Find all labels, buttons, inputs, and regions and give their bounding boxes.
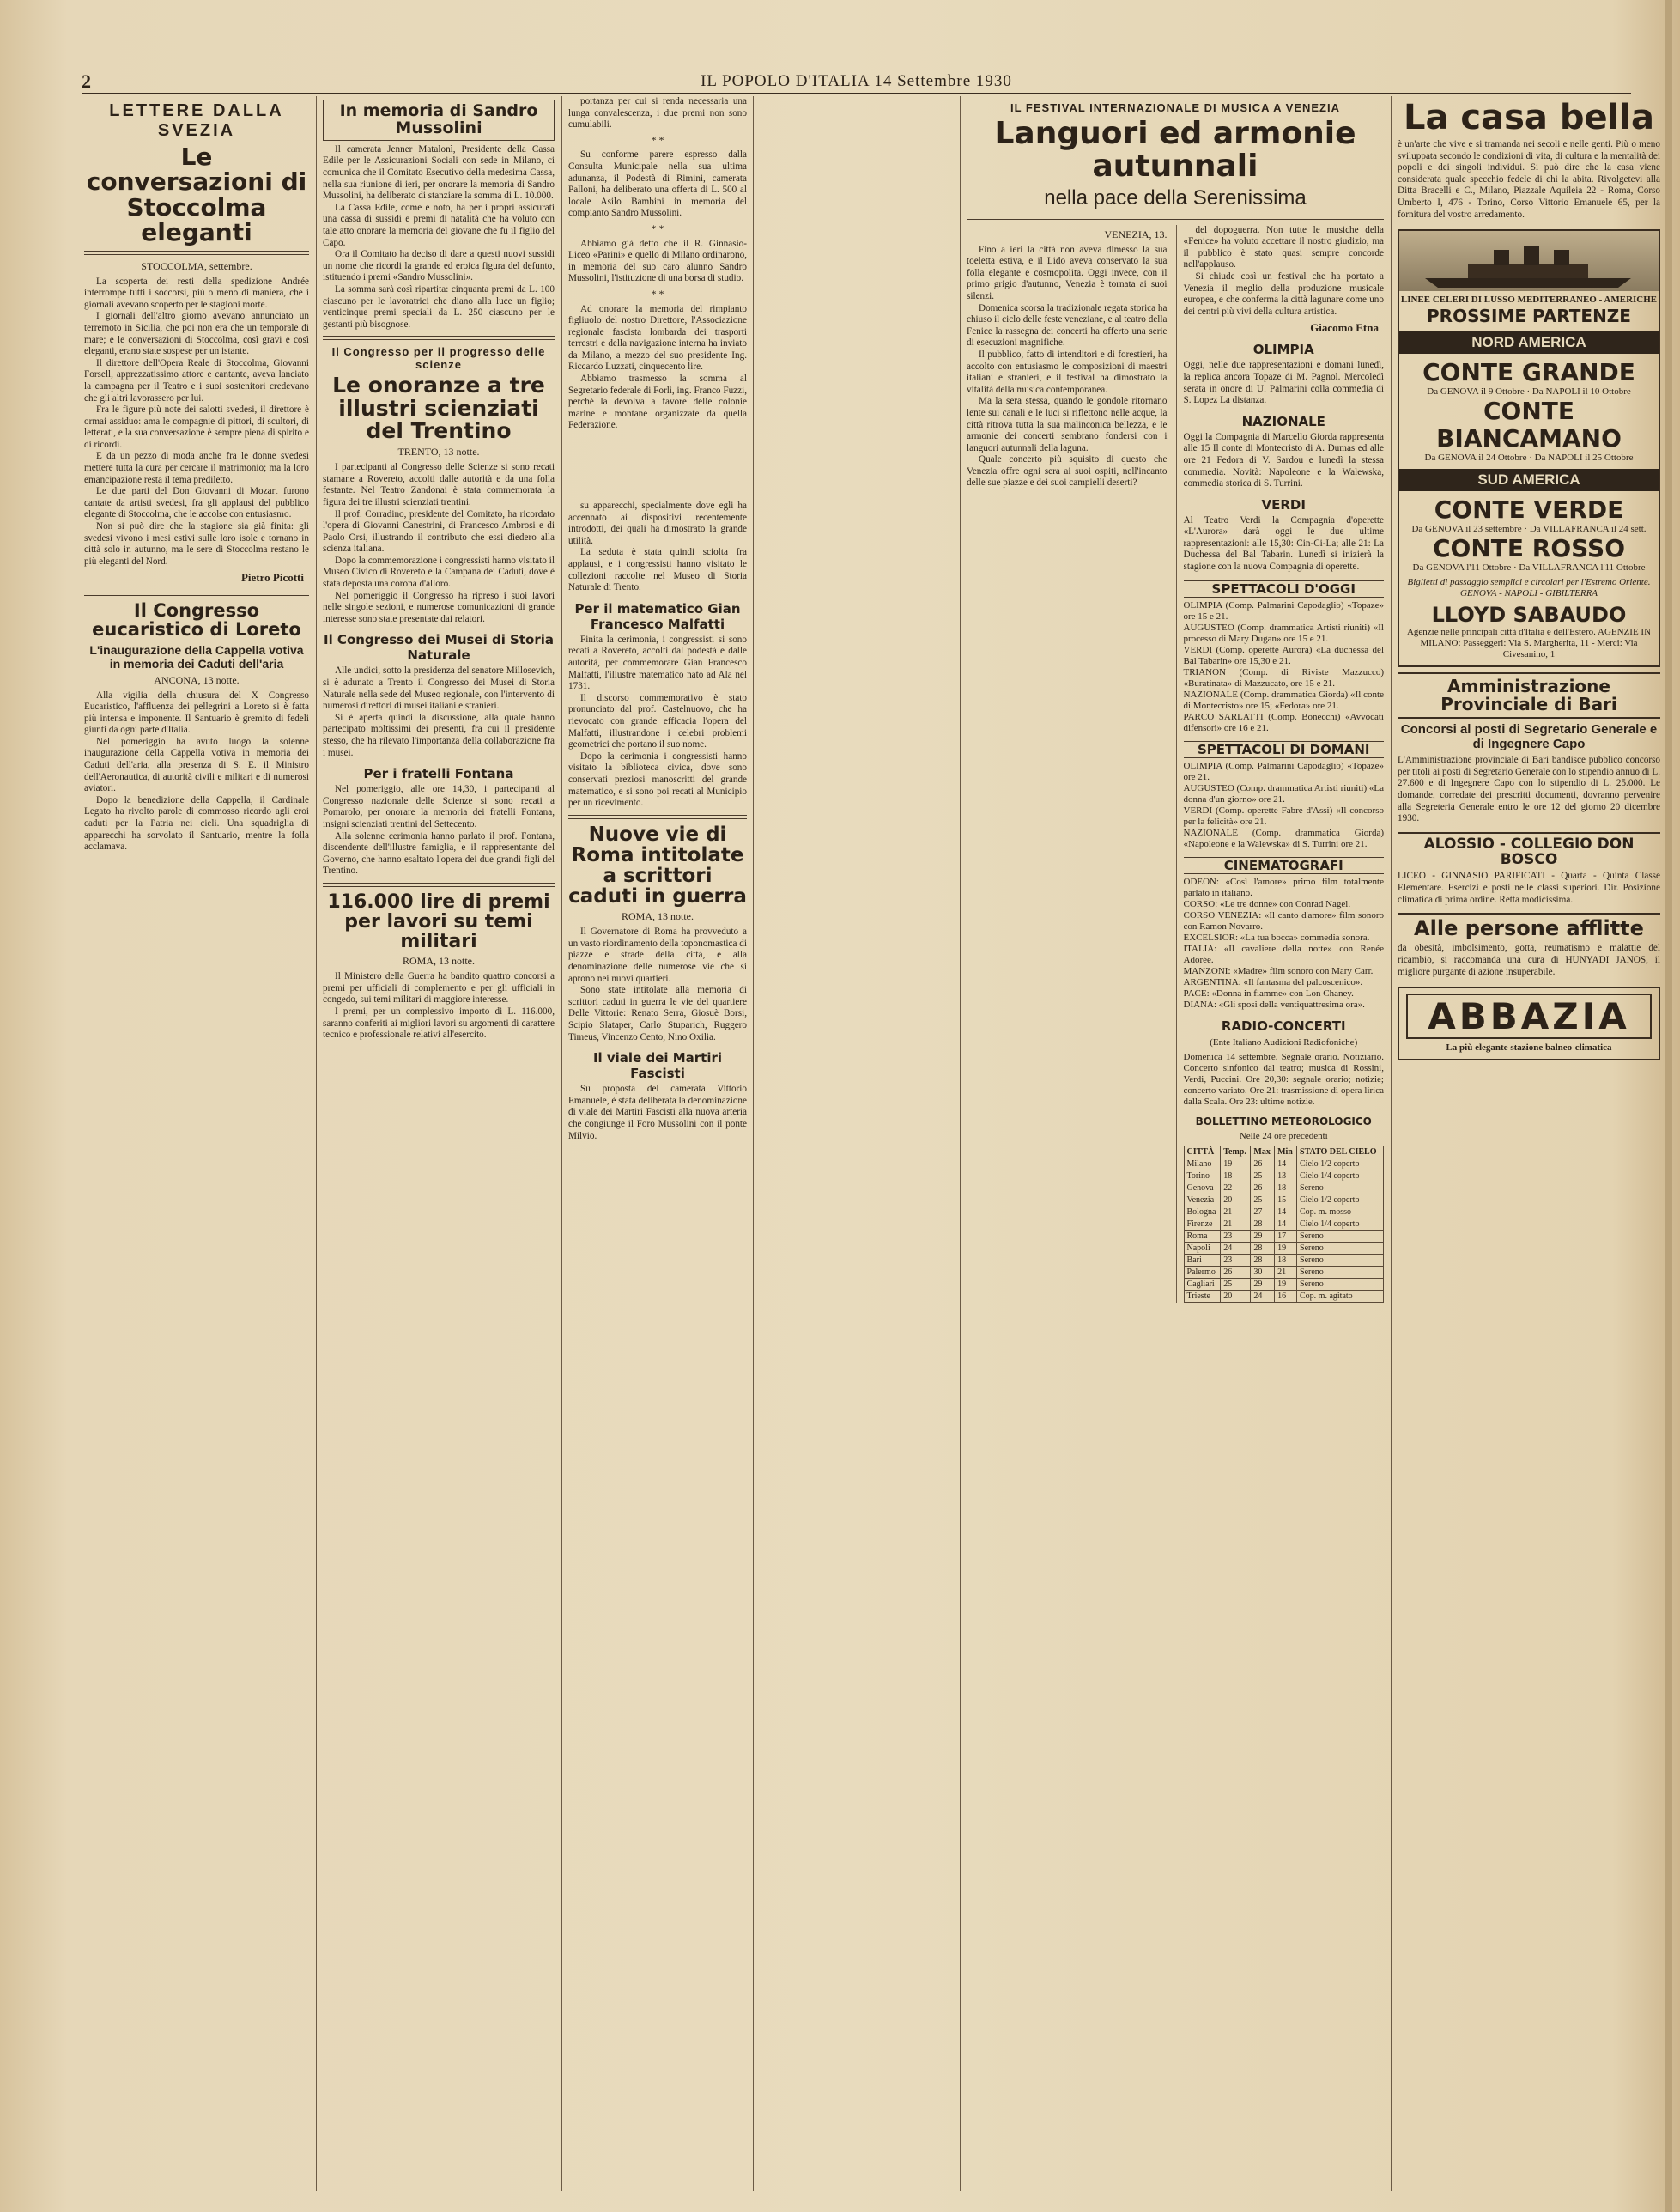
table-header-cell: Min (1275, 1146, 1297, 1158)
abbazia-ad (1398, 987, 1660, 1060)
subcolumn-left (967, 225, 1168, 1303)
subsection-title: Il viale dei Martiri Fascisti (592, 1050, 723, 1082)
ship-name: CONTE VERDE (1434, 495, 1624, 525)
table-cell: Cielo 1/2 coperto (1297, 1194, 1384, 1206)
table-cell: 17 (1275, 1230, 1297, 1242)
headline-rule (84, 251, 309, 255)
paragraph: Il Ministero della Guerra ha bandito quattro concorsi a premi per ufficiali di complemento e per gli ufficiali in congedo, sui temi militari di maggiore interesse. (323, 971, 555, 1006)
article-body (323, 144, 555, 331)
subcolumn-right (1176, 225, 1385, 1303)
paragraph: Finita la cerimonia, i congressisti si sono recati a Rovereto, accolti dal podestà e dalle autorità, per commemorare Gian Francesco Malfatti, l'illustre matematico nato ad Ala nel 1731. (568, 634, 747, 692)
theatre-name: NAZIONALE (1241, 413, 1325, 429)
column-rule (561, 96, 562, 2191)
paragraph: Domenica scorsa la tradizionale regata storica ha chiuso il ciclo delle feste veneziane, e al teatro della Fenice la rassegna dei concerti ha offerto una serie di esecuzioni magnifiche. (967, 302, 1168, 349)
table-cell: 21 (1275, 1266, 1297, 1278)
table-cell: 19 (1275, 1278, 1297, 1290)
separator-stars: * * (651, 133, 664, 146)
table-cell: 18 (1275, 1182, 1297, 1194)
paragraph: Fra le figure più note dei salotti svedesi, il direttore è ormai assiduo: ama le compagnie di pittori, di scultori, di letterati, e la sua conversazione è sempre piena di spirito e di ricordi. (84, 404, 309, 450)
paragraph: Non si può dire che la stagione sia già finita: gli svedesi vivono i mesi estivi sulle loro isole e tornano in città solo in autunno, ma le sere di Stoccolma restano le più eleganti del Nord. (84, 521, 309, 567)
table-cell: Cielo 1/2 coperto (1297, 1158, 1384, 1170)
paragraph: La scoperta dei resti della spedizione Andrée interrompe tutti i soccorsi, più o meno di maniera, che i giornali avevano scoperto per le stagioni morte. (84, 276, 309, 310)
ad-title: Alle persone afflitte (1398, 913, 1660, 939)
listing-item: PACE: «Donna in fiamme» con Lon Chaney. (1183, 988, 1354, 999)
region-band: SUD AMERICA (1399, 469, 1659, 491)
table-row (1184, 1218, 1384, 1230)
theatre-text: Oggi, nelle due rappresentazioni e domani lunedì, la replica ancora Topaze di M. Pagnol. Mercoledì serata in onore di U. Palmarini colla commedia di S. Lopez La distanza. (1183, 360, 1384, 406)
table-cell: Trieste (1184, 1290, 1221, 1302)
table-cell: 14 (1275, 1206, 1297, 1218)
column-rule (960, 96, 961, 2191)
dateline: TRENTO, 13 notte. (397, 446, 480, 459)
table-cell: 23 (1221, 1254, 1251, 1266)
table-cell: 16 (1275, 1290, 1297, 1302)
page-edge (1665, 0, 1672, 2212)
theatre-name: VERDI (1261, 496, 1306, 513)
paragraph: Il pubblico, fatto di intenditori e di forestieri, ha accolto con entusiasmo le composizioni di maestri italiani e stranieri, e il festival ha dimostrato la vitalità della musica contemporanea. (967, 349, 1168, 395)
table-cell: Roma (1184, 1230, 1221, 1242)
table-cell: 20 (1221, 1194, 1251, 1206)
author-signature: Pietro Picotti (240, 571, 304, 585)
column-offerte-congresso (568, 96, 747, 2191)
headline-rule (967, 216, 1384, 220)
ship-name: CONTE GRANDE (1422, 358, 1635, 387)
table-header-row (1184, 1146, 1384, 1158)
paragraph: Si è aperta quindi la discussione, alla quale hanno partecipato moltissimi dei presenti, fra cui il presidente stesso, che ha rilevato l'importanza della collaborazione fra i musei. (323, 712, 555, 758)
paragraph: Nel pomeriggio ha avuto luogo la solenne inaugurazione della Cappella votiva in memoria dei Caduti dell'aria, alla presenza di S. E. il Ministro dell'Aeronautica, di autorità civili e militari e di numerosi aviatori. (84, 736, 309, 794)
table-cell: 29 (1251, 1230, 1275, 1242)
paragraph: Ad onorare la memoria del rimpianto figliuolo del nostro Direttore, l'Associazione regionale fascista lombarda dei trasporti terrestri e della navigazione interna ha inviato da Milano, a mezzo del suo presidente Ing. Riccardo Luzzati, cinquecento lire. (568, 303, 747, 373)
ship-dates: Da GENOVA l'11 Ottobre · Da VILLAFRANCA l'11 Ottobre (1412, 562, 1646, 574)
table-cell: 19 (1275, 1242, 1297, 1254)
ship-icon (1399, 231, 1659, 291)
ship-note: Biglietti di passaggio semplici e circolari per l'Estremo Oriente. GENOVA - NAPOLI - GIBILTERRA (1407, 577, 1651, 599)
lloyd-details: Agenzie nelle principali città d'Italia e dell'Estero. AGENZIE IN MILANO: Passeggeri: Via S. Margherita, 11 - Merci: Via Civesanino, 1 (1406, 627, 1652, 660)
table-cell: Cop. m. agitato (1297, 1290, 1384, 1302)
ship-prox-heading: PROSSIME PARTENZE (1427, 306, 1631, 327)
listing-item: ARGENTINA: «Il fantasma del palcoscenico». (1183, 976, 1363, 988)
table-header-cell: STATO DEL CIELO (1297, 1146, 1384, 1158)
paragraph: I premi, per un complessivo importo di L. 116.000, saranno conferiti ai migliori lavori su argomenti di carattere tecnico e professionale relativi all'esercito. (323, 1006, 555, 1041)
table-row (1184, 1194, 1384, 1206)
listing-item: OLIMPIA (Comp. Palmarini Capodaglio) «Topaze» ore 21. (1183, 760, 1384, 782)
table-cell: 27 (1251, 1206, 1275, 1218)
table-cell: 13 (1275, 1170, 1297, 1182)
paragraph: Il camerata Jenner Matalonì, Presidente della Cassa Edile per le Assicurazioni Sociali con sede in Milano, ci comunica che il Comitato Esecutivo della medesima Cassa, nella sua riunione di ieri, per onorare la memoria di Sandro Mussolini, ha deliberato di stanziare la somma di L. 10.000. (323, 143, 555, 202)
masthead-title: IL POPOLO D'ITALIA 14 Settembre 1930 (701, 72, 1012, 90)
ship-dates: Da GENOVA il 23 settembre · Da VILLAFRANCA il 24 sett. (1411, 524, 1647, 535)
article-body (568, 927, 747, 1043)
region-band: NORD AMERICA (1399, 331, 1659, 354)
listing-item: MANZONI: «Madre» film sonoro con Mary Carr. (1183, 965, 1374, 976)
ad-title: ALOSSIO - COLLEGIO DON BOSCO (1398, 832, 1660, 868)
article-headline: Languori ed armonie autunnali (994, 116, 1356, 184)
ad-text: da obesità, imbolsimento, gotta, reumatismo e malattie del ricambio, si raccomanda una cura di HUNYADI JANOS, il migliore purgante di azione insuperabile. (1398, 943, 1660, 977)
table-cell: Torino (1184, 1170, 1221, 1182)
article-headline: Le onoranze a tre illustri scienziati del Trentino (332, 373, 545, 443)
listing (1184, 761, 1385, 850)
radio-subtitle: (Ente Italiano Audizioni Radiofoniche) (1210, 1036, 1358, 1048)
article-body (323, 462, 555, 625)
article-body (568, 501, 747, 594)
article-headline: Nuove vie di Roma intitolate a scrittori caduti in guerra (568, 823, 747, 908)
table-cell: 22 (1221, 1182, 1251, 1194)
ship-name: CONTE ROSSO (1433, 534, 1625, 563)
article-body (568, 1084, 747, 1142)
paragraph: Alle undici, sotto la presidenza del senatore Millosevich, si è adunato a Trento il Congresso dei Musei di Storia Naturale nella sede del Museo regionale, con l'intervento di numerosi direttori di musei italiani e stranieri. (323, 665, 555, 712)
meteo-subtitle: Nelle 24 ore precedenti (1239, 1130, 1328, 1141)
lloyd-logo: LLOYD SABAUDO (1431, 603, 1627, 628)
listing-item: TRIANON (Comp. di Riviste Mazzucco) «Buratinata» di Mazzucato, ore 15 e 21. (1183, 666, 1384, 689)
table-row (1184, 1254, 1384, 1266)
column-mussolini-scienze (323, 96, 555, 2191)
section-rule (568, 815, 747, 819)
table-cell: Cop. m. mosso (1297, 1206, 1384, 1218)
paragraph: del dopoguerra. Non tutte le musiche della «Fenice» ha voluto accettare il nostro giudizio, ma il pubblico è stato quasi sempre concorde nell'applauso. (1183, 224, 1384, 270)
table-cell: 24 (1251, 1290, 1275, 1302)
paragraph: Nel pomeriggio il Congresso ha ripreso i suoi lavori nelle singole sezioni, e numerose comunicazioni di grande interesse sono state presentate dai relatori. (323, 590, 555, 624)
paragraph: su apparecchi, specialmente dove egli ha accennato ai dispositivi recentemente introdotti, dei quali ha dimostrato la grande utilità. (568, 501, 747, 546)
table-cell: Milano (1184, 1158, 1221, 1170)
separator-stars: * * (651, 222, 664, 234)
ad-text: L'Amministrazione provinciale di Bari bandisce pubblico concorso per titoli ai posti di Segretario Generale con lo stipendio annuo di L. 27.600 e di Ingegnere Capo con lo stipendio di L. 25.000. Le domande, corredate dei prescritti documenti, dovranno pervenire alla Segreteria Generale entro le ore 12 del giorno 20 dicembre 1930. (1398, 755, 1660, 824)
theatre-text: Al Teatro Verdi la Compagnia d'operette «L'Aurora» darà oggi le due ultime rappresentazioni: alle 15,30: Cin-Ci-La; alle 21: La Duchessa del Bal Tabarin. Lunedì si inizierà la stagione con la nuova Compagnia di operette. (1183, 514, 1384, 573)
subsection-title: Il Congresso dei Musei di Storia Naturale (323, 632, 554, 664)
table-row (1184, 1182, 1384, 1194)
table-cell: Cielo 1/4 coperto (1297, 1170, 1384, 1182)
table-row (1184, 1278, 1384, 1290)
listing-item: ODEON: «Così l'amore» primo film totalmente parlato in italiano. (1183, 876, 1384, 898)
section-title: Il Congresso per il progresso delle scienze (331, 345, 546, 372)
table-cell: Sereno (1297, 1230, 1384, 1242)
table-row (1184, 1158, 1384, 1170)
paragraph: Abbiamo trasmesso la somma al Segretario federale di Forlì, ing. Franco Fuzzi, perché la devolva a favore delle colonie marine e montane organizzate da quella Federazione. (568, 374, 747, 431)
listing-item: DIANA: «Gli sposi della ventiquattresima ora». (1183, 999, 1365, 1010)
table-cell: Sereno (1297, 1254, 1384, 1266)
table-cell: 28 (1251, 1254, 1275, 1266)
article-body (323, 665, 555, 759)
ad-text: è un'arte che vive e si tramanda nei secoli e nelle genti. Più o meno sviluppata secondo le condizioni di vita, di cultura e la mentalità dei popoli e dei singoli individui. Si può dire che la casa viene considerata quale specchio fedele di chi la abita. Rivolgetevi alla Ditta Bracelli e C., Milano, Piazzale Aquileia 22 - Roma, Corso Umberto I, 476 - Torino, Corso Vittorio Emanuele 65, per la fornitura del vostro arredamento. (1398, 139, 1660, 220)
paragraph: Quale concerto più squisito di questo che Venezia offre ogni sera ai suoi ospiti, nell'incanto delle sue piazze e dei suoi campielli deserti? (967, 454, 1168, 489)
ship-dates: Da GENOVA il 9 Ottobre · Da NAPOLI il 10 Ottobre (1427, 386, 1631, 398)
page-number: 2 (82, 70, 91, 92)
article-body (84, 690, 309, 854)
paragraph: Ma la sera stessa, quando le gondole ritornano lente sui canali e le luci si riflettono nelle acque, la città ritrova tutta la sua malinconica bellezza, e le armonie dei concerti sembrano fondersi con i languori autunnali della laguna. (967, 396, 1168, 453)
dateline: VENEZIA, 13. (1104, 228, 1168, 240)
table-cell: 29 (1251, 1278, 1275, 1290)
article-body (967, 245, 1168, 489)
listing-title: SPETTACOLI DI DOMANI (1184, 741, 1385, 758)
table-cell: 20 (1221, 1290, 1251, 1302)
listing (1184, 877, 1385, 1011)
listing-item: ITALIA: «Il cavaliere della notte» con Renée Adorée. (1183, 943, 1384, 965)
table-cell: 30 (1251, 1266, 1275, 1278)
article-kicker: LETTERE DALLA SVEZIA (109, 101, 284, 140)
article-headline: Il Congresso eucaristico di Loreto (92, 600, 301, 641)
table-row (1184, 1290, 1384, 1302)
paragraph: La somma sarà così ripartita: cinquanta premi da L. 100 ciascuno per le lavoratrici che diano alla luce un figlio; venticinque premi speciali da L. 250 ciascuno per le gestanti più bisognose. (323, 284, 555, 330)
table-row (1184, 1170, 1384, 1182)
column-venezia (967, 96, 1384, 2191)
ad-title: ABBAZIA (1406, 994, 1652, 1039)
table-row (1184, 1206, 1384, 1218)
table-cell: Genova (1184, 1182, 1221, 1194)
table-row (1184, 1230, 1384, 1242)
table-cell: 26 (1251, 1158, 1275, 1170)
paragraph: Il direttore dell'Opera Reale di Stoccolma, Giovanni Forsell, apprezzatissimo attore e cantante, aveva lanciato la campagna per il Teatro e i suoi sostenitori credevano che gli altri lavorassero per lui. (84, 357, 309, 404)
paragraph: Dopo la cerimonia i congressisti hanno visitato la biblioteca civica, dove sono conservati preziosi manoscritti del grande matematico, e si sono poi recati al Municipio per un ricevimento. (568, 750, 747, 809)
table-cell: Venezia (1184, 1194, 1221, 1206)
table-cell: 14 (1275, 1158, 1297, 1170)
table-cell: Sereno (1297, 1278, 1384, 1290)
table-cell: 23 (1221, 1230, 1251, 1242)
column-rule (316, 96, 317, 2191)
article-headline: Le conversazioni di Stoccolma eleganti (86, 143, 307, 247)
column-advertising (1398, 96, 1660, 2191)
table-cell: Firenze (1184, 1218, 1221, 1230)
theatre-name: OLIMPIA (1252, 342, 1314, 358)
table-cell: Bari (1184, 1254, 1221, 1266)
paragraph: Dopo la benedizione della Cappella, il Cardinale Legato ha rivolto parole di commosso ricordo agli eroi caduti per la Patria nei cieli. Una squadriglia di apparecchi ha sorvolato il Santuario, mentre la folla acclamava. (84, 794, 309, 853)
article-body (323, 971, 555, 1042)
ship-illustration (1399, 231, 1659, 291)
table-cell: 21 (1221, 1218, 1251, 1230)
paragraph: La Cassa Edile, come è noto, ha per i propri assicurati una cassa di sussidi e premi di natalità che ha voluto con tale atto onorare la memoria del giovane che fu il figlio del Capo. (323, 202, 555, 248)
article-body (568, 635, 747, 810)
paragraph: portanza per cui si renda necessaria una lunga convalescenza, i due premi non sono cumulabili. (568, 96, 747, 131)
spacer (568, 432, 747, 501)
two-column-body (967, 225, 1384, 1303)
section-rule (323, 883, 555, 887)
dateline: ROMA, 13 notte. (622, 910, 694, 923)
shipping-ad (1398, 229, 1660, 667)
table-cell: 14 (1275, 1218, 1297, 1230)
article-kicker: IL FESTIVAL INTERNAZIONALE DI MUSICA A VENEZIA (1010, 101, 1340, 114)
table-cell: 26 (1251, 1182, 1275, 1194)
table-cell: Sereno (1297, 1266, 1384, 1278)
article-body (568, 96, 747, 432)
table-cell: Sereno (1297, 1242, 1384, 1254)
paragraph: Il prof. Corradino, presidente del Comitato, ha ricordato l'opera di Giovanni Canestrini, di Francesco Ambrosi e di Paolo Orsi, illustrando il contributo che essi diedero alla scienza italiana. (323, 508, 555, 555)
article-headline: 116.000 lire di premi per lavori su temi militari (327, 890, 550, 953)
table-cell: 28 (1251, 1242, 1275, 1254)
listing-item: NAZIONALE (Comp. drammatica Giorda) «Il conte di Montecristo» ore 15; «Fedora» ore 21. (1183, 689, 1384, 711)
paragraph: Ora il Comitato ha deciso di dare a questi nuovi sussidi un nome che ricordi la grande ed eroica figura del defunto, istituendo i premi «Sandro Mussolini». (323, 249, 555, 283)
dateline: ANCONA, 13 notte. (154, 673, 240, 686)
table-cell: 18 (1221, 1170, 1251, 1182)
meteo-table (1184, 1146, 1385, 1303)
listing-item: NAZIONALE (Comp. drammatica Giorda) «Napoleone e la Walewska» di S. Turrini ore 21. (1183, 827, 1384, 849)
listing-item: VERDI (Comp. operette Fabre d'Assi) «Il concorso per la felicità» ore 21. (1183, 805, 1384, 827)
table-cell: 25 (1251, 1194, 1275, 1206)
paragraph: Nel pomeriggio, alle ore 14,30, i partecipanti al Congresso nazionale delle Scienze si sono recati a Pomarolo, per onorare la memoria dei fratelli Fontana, insigni scienziati trentini del Settecento. (323, 784, 555, 830)
table-cell: 28 (1251, 1218, 1275, 1230)
article-body (84, 276, 309, 568)
ad-subtitle: La più elegante stazione balneo-climatica (1446, 1042, 1612, 1054)
paragraph: Il discorso commemorativo è stato pronunciato dal prof. Castelnuovo, che ha rievocato con grande efficacia l'opera del Malfatti, illustrandone i celebri problemi geometrici che portano il suo nome. (568, 692, 747, 750)
separator-stars: * * (651, 287, 664, 300)
table-cell: 26 (1221, 1266, 1251, 1278)
listing-item: VERDI (Comp. operette Aurora) «La duchessa del Bal Tabarin» ore 15,30 e 21. (1183, 644, 1384, 666)
theatre-text: Oggi la Compagnia di Marcello Giorda rappresenta alle 15 Il conte di Montecristo di A. Dumas ed alle ore 21 Fedora di V. Sardou e lunedì la stessa commedia. Novità: Napoleone e la Walewska, commedia storica di S. Turrini. (1183, 431, 1384, 489)
ad-subtitle: Concorsi al posti di Segretario Generale e di Ingegnere Capo (1400, 722, 1658, 752)
paragraph: Il Governatore di Roma ha provveduto a un vasto riordinamento della toponomastica di piazze e strade della città, e alla denominazione delle numerose vie che si aprono nei nuovi quartieri. (568, 927, 747, 984)
article-subhead: nella pace della Serenissima (1044, 185, 1307, 210)
listing-item: PARCO SARLATTI (Comp. Bonecchi) «Avvocati difensori» ore 16 e 21. (1183, 711, 1384, 733)
paragraph: Su proposta del camerata Vittorio Emanuele, è stata deliberata la denominazione di viale dei Martiri Fascisti alla nuova arteria che congiunge il Foro Mussolini con il ponte Milvio. (568, 1084, 747, 1141)
table-header-cell: Temp. (1221, 1146, 1251, 1158)
paragraph: Dopo la commemorazione i congressisti hanno visitato il Museo Civico di Rovereto e la Campana dei Caduti, dove è stata deposta una corona d'alloro. (323, 555, 555, 590)
paragraph: I giornali dell'altro giorno avevano annunciato un terremoto in Sicilia, che poi non era che un temporale di mare; e le conversazioni di Stoccolma, così gravi e così eleganti, erano state sospese per un istante. (84, 311, 309, 357)
section-rule (323, 336, 555, 340)
article-body (323, 784, 555, 878)
table-cell: Cielo 1/4 coperto (1297, 1218, 1384, 1230)
ad-text: LICEO - GINNASIO PARIFICATI - Quarta - Quinta Classe Elementare. Esercizi e posti nelle classi superiori. Dir. Posizione climatica di prima ordine. Retta modicissima. (1398, 871, 1660, 905)
listing-title: RADIO-CONCERTI (1184, 1018, 1385, 1034)
paragraph: Sono state intitolate alla memoria di scrittori caduti in guerra le vie del quartiere Delle Vittorie: Renato Serra, Giosuè Borsi, Scipio Slataper, Carlo Stuparich, Ruggero Timeus, Vincenzo Cento, Nino Oxilia. (568, 985, 747, 1042)
table-cell: 24 (1221, 1242, 1251, 1254)
article-body (1184, 225, 1385, 319)
table-row (1184, 1266, 1384, 1278)
paragraph: I partecipanti al Congresso delle Scienze si sono recati stamane a Rovereto, accolti dalle autorità e da una folla festante. Nel Teatro Zandonai è stata commemorata la figura dei tre illustri scienziati trentini. (323, 462, 555, 507)
listing-item: CORSO VENEZIA: «Il canto d'amore» film sonoro con Ramon Novarro. (1183, 909, 1384, 932)
listing-title: SPETTACOLI D'OGGI (1184, 580, 1385, 598)
author-signature: Giacomo Etna (1310, 321, 1379, 335)
listing-item: OLIMPIA (Comp. Palmarini Capodaglio) «Topaze» ore 15 e 21. (1183, 599, 1384, 622)
subsection-title: Per il matematico Gian Francesco Malfatti (574, 600, 741, 632)
table-cell: Napoli (1184, 1242, 1221, 1254)
ad-title: La casa bella (1403, 98, 1654, 137)
dateline: STOCCOLMA, settembre. (141, 259, 252, 272)
listing-item: CORSO: «Le tre donne» con Conrad Nagel. (1183, 898, 1351, 909)
paragraph: Abbiamo già detto che il R. Ginnasio-Liceo «Parini» e quello di Milano ordinarono, in memoria del suo caro alunno Sandro Mussolini, l'istituzione di una borsa di studio. (568, 238, 747, 284)
paragraph: Si chiude così un festival che ha portato a Venezia il meglio della produzione musicale europea, e che conferma la città lagunare come uno dei centri più vivi della cultura artistica. (1183, 270, 1384, 317)
listing-title: CINEMATOGRAFI (1184, 857, 1385, 874)
table-body (1184, 1158, 1384, 1302)
paragraph: Alla solenne cerimonia hanno parlato il prof. Fontana, discendente dell'illustre famiglia, e il rappresentante del Governo, che hanno esaltato l'opera dei due grandi figli del Trentino. (323, 830, 555, 877)
ship-name: CONTE BIANCAMANO (1436, 397, 1622, 453)
column-rule (1391, 96, 1392, 2191)
page-header (82, 69, 1631, 94)
paragraph: E da un pezzo di moda anche fra le donne svedesi mettere tutta la cura per cercare il matrimonio; ma la loro emancipazione resta il tema prediletto. (84, 451, 309, 485)
table-cell: 18 (1275, 1254, 1297, 1266)
table-row (1184, 1242, 1384, 1254)
listing-item: EXCELSIOR: «La tua bocca» commedia sonora. (1183, 932, 1370, 943)
table-cell: 25 (1221, 1278, 1251, 1290)
paragraph: La seduta è stata quindi sciolta fra applausi, e i congressisti hanno visitato le collezioni raccolte nel Museo di Storia Naturale di Trento. (568, 547, 747, 593)
ship-dates: Da GENOVA il 24 Ottobre · Da NAPOLI il 25 Ottobre (1424, 453, 1634, 464)
paragraph: Su conforme parere espresso dalla Consulta Municipale nella sua ultima adunanza, il Podestà di Rimini, camerata Palloni, ha deliberato una offerta di L. 500 al locale Asilo Bambini in memoria del compianto Sandro Mussolini. (568, 149, 747, 219)
ad-title: Amministrazione Provinciale di Bari (1398, 672, 1660, 719)
column-svezia (84, 96, 309, 2191)
table-cell: Bologna (1184, 1206, 1221, 1218)
paragraph: Fino a ieri la città non aveva dimesso la sua toeletta estiva, e il Lido aveva conservato la sua folla elegante e cosmopolita. Oggi invece, con il primo grigio d'autunno, Venezia è tornata ai suoi silenzi. (967, 244, 1168, 301)
table-cell: 25 (1251, 1170, 1275, 1182)
table-cell: 19 (1221, 1158, 1251, 1170)
column-rule (753, 96, 754, 2191)
section-rule (84, 592, 309, 596)
meteo-title: BOLLETTINO METEOROLOGICO (1184, 1115, 1385, 1127)
table-cell: Sereno (1297, 1182, 1384, 1194)
table-cell: 21 (1221, 1206, 1251, 1218)
paragraph: Alla vigilia della chiusura del X Congresso Eucaristico, l'affluenza dei pellegrini a Loreto si è fatta più intensa e imponente. Il Santuario è gremito di fedeli giunti da ogni parte d'Italia. (84, 690, 309, 736)
article-headline: In memoria di Sandro Mussolini (323, 100, 555, 141)
table-cell: Cagliari (1184, 1278, 1221, 1290)
table-cell: 15 (1275, 1194, 1297, 1206)
ship-line-heading: LINEE CELERI DI LUSSO MEDITERRANEO - AMERICHE (1400, 295, 1658, 306)
article-subhead: L'inaugurazione della Cappella votiva in memoria dei Caduti dell'aria (89, 642, 304, 671)
radio-text: Domenica 14 settembre. Segnale orario. Notiziario. Concerto sinfonico dal teatro; musica di Rossini, Verdi, Puccini. Ore 20,30: segnale orario; notizie; concerto variato. Ore 21: trasmissione di opera lirica dalla Scala. Ore 23: ultime notizie. (1183, 1051, 1384, 1107)
table-cell: Palermo (1184, 1266, 1221, 1278)
listing (1184, 600, 1385, 734)
listing-item: AUGUSTEO (Comp. drammatica Artisti riuniti) «Il processo di Mary Dugan» ore 15 e 21. (1183, 622, 1384, 644)
subsection-title: Per i fratelli Fontana (363, 766, 514, 782)
table-header-cell: Max (1251, 1146, 1275, 1158)
listing-item: AUGUSTEO (Comp. drammatica Artisti riuniti) «La donna d'un giorno» ore 21. (1183, 782, 1384, 805)
paragraph: Le due parti del Don Giovanni di Mozart furono cantate da artisti svedesi, fra gli applausi del pubblico elegante di Stoccolma, che le accolse con entusiasmo. (84, 486, 309, 520)
dateline: ROMA, 13 notte. (403, 955, 475, 968)
table-header-cell: CITTÀ (1184, 1146, 1221, 1158)
